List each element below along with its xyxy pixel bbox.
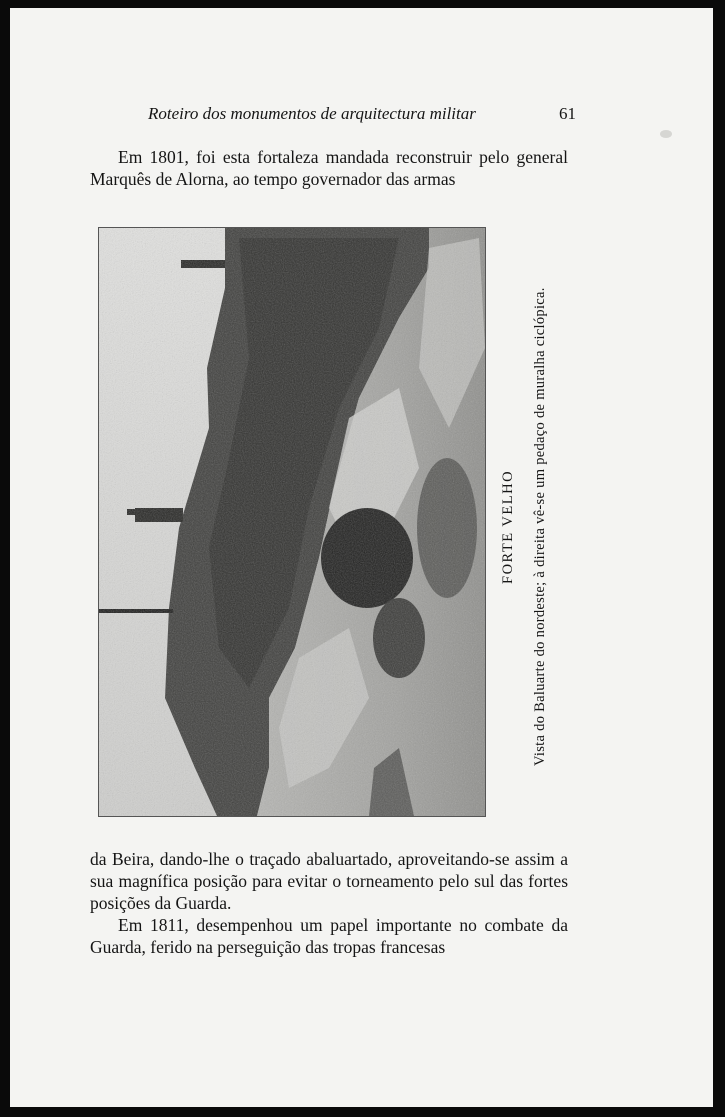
page-number: 61	[559, 104, 576, 123]
body-text-top	[90, 146, 568, 190]
page-header	[148, 104, 576, 128]
document-page	[10, 8, 713, 1107]
figure-caption	[498, 238, 564, 816]
forte-velho-photograph	[98, 227, 486, 817]
photo-image	[99, 228, 485, 816]
paper-speck	[660, 130, 672, 138]
running-title: Roteiro dos monumentos de arquitectura militar	[148, 104, 476, 123]
figure-title: FORTE VELHO	[500, 469, 516, 585]
paragraph-2-continuation: da Beira, dando-lhe o traçado abaluartado, aproveitando-se assim a sua magnífica posição para evitar o torneamento pelo sul das fortes posições da Guarda.	[90, 849, 568, 913]
body-text-bottom	[90, 848, 568, 958]
paragraph-1: Em 1801, foi esta fortaleza mandada reconstruir pelo general Marquês de Alorna, ao tempo governador das armas	[90, 147, 568, 189]
figure-caption-text: Vista do Baluarte do nordeste; à direita vê-se um pedaço de muralha ciclópica.	[532, 287, 548, 767]
paragraph-3: Em 1811, desempenhou um papel importante no combate da Guarda, ferido na perseguição das tropas francesas	[90, 915, 568, 957]
